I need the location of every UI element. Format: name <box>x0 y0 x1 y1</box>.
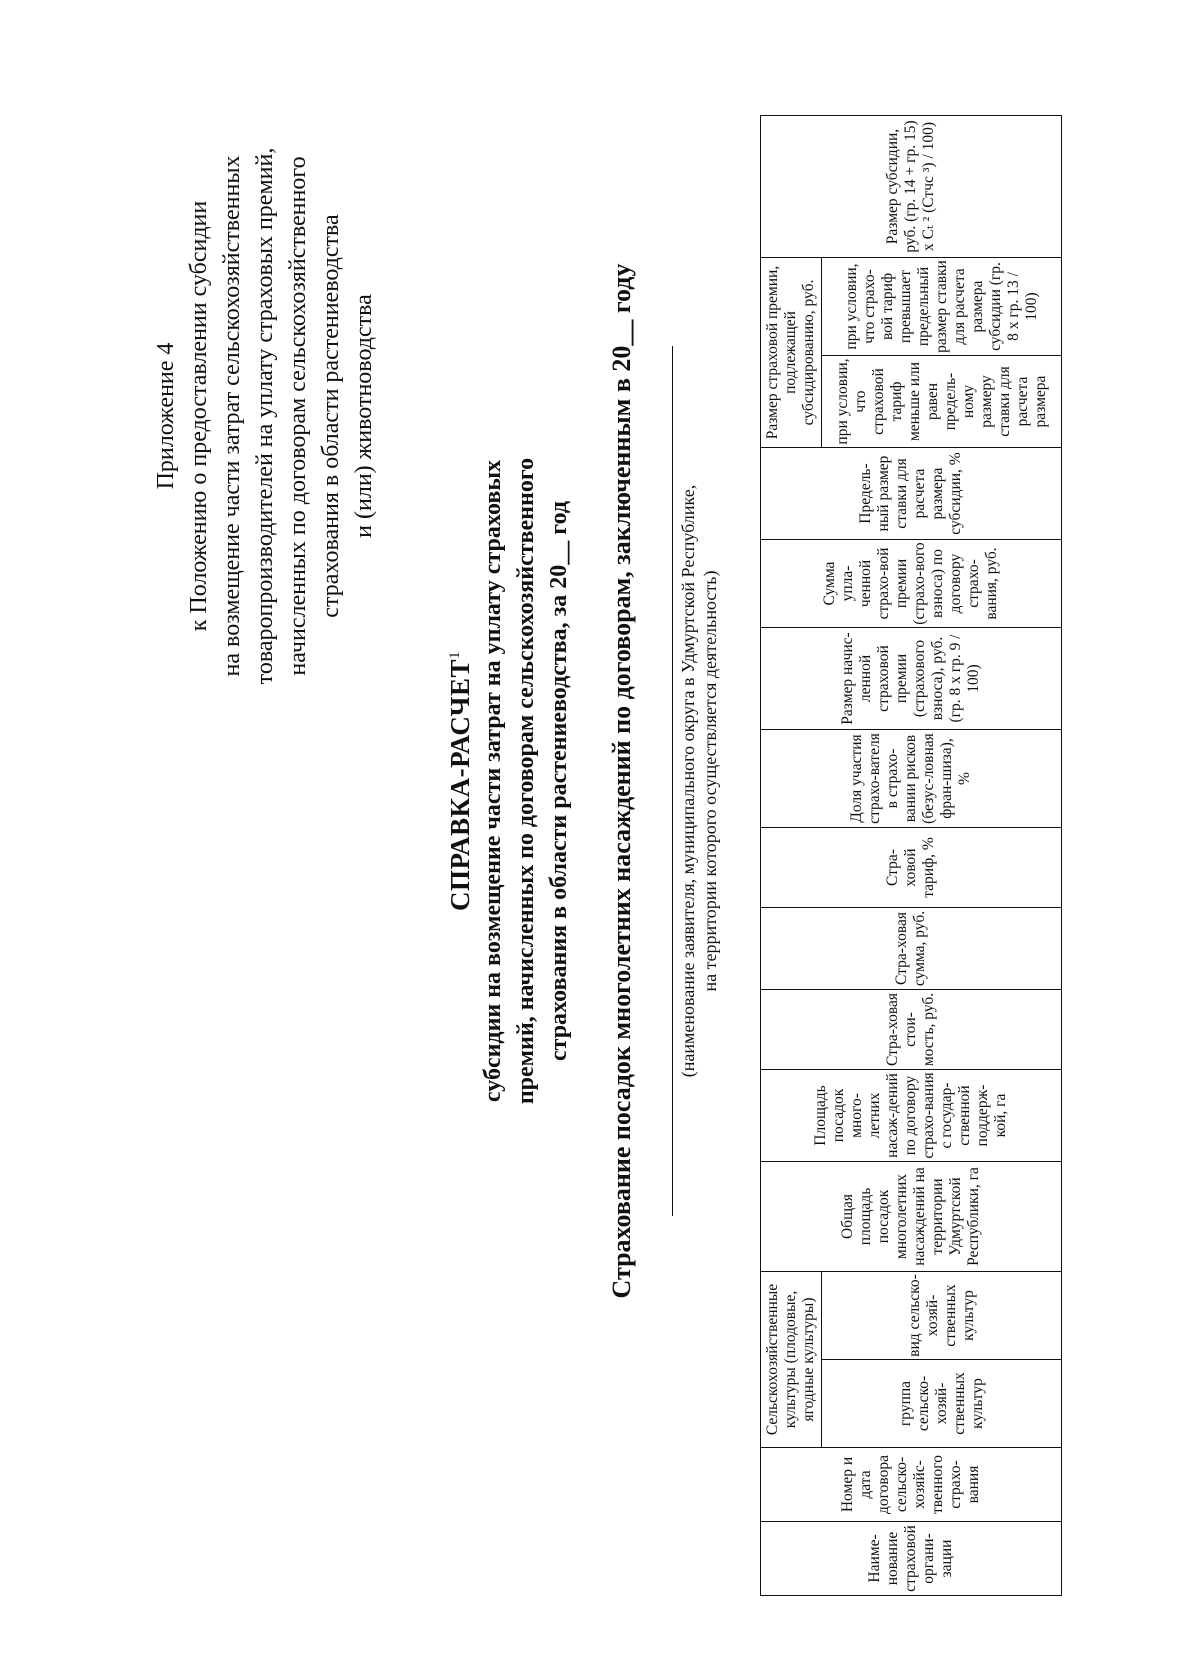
header-tariff: Стра-ховой тариф, % <box>761 828 1062 908</box>
header-share: Доля участия страхо-вателя в страхо-вании рисков (безус-ловная фран-шиза), % <box>761 730 1062 828</box>
section-heading: Страхование посадок многолетних насаждений по договорам, заключенным в 20__ году <box>607 263 636 1299</box>
header-crop-type: вид сельско-хозяй-ственных культур <box>822 1272 1062 1360</box>
header-premium: Размер начис-ленной страховой премии (страхового взноса), руб. (гр. 8 х гр. 9 / 100) <box>761 628 1062 730</box>
appendix-line: товаропроизводителей на уплату страховых премий, <box>252 147 278 685</box>
title-footnote-mark: 1 <box>447 651 463 660</box>
header-subsidized-le: при условии, что страховой тариф меньше или равен предель-ному размеру ставки для расчета размера <box>822 356 1062 448</box>
appendix-line: начисленных по договорам сельскохозяйственного <box>285 156 311 676</box>
appendix-line: к Положению о предоставлении субсидии <box>186 200 212 632</box>
subtitle-line: премий, начисленных по договорам сельскохозяйственного <box>513 457 539 1105</box>
header-contract: Номер и дата договора сельско-хозяйс-твенного страхо-вания <box>761 1448 1062 1522</box>
appendix-line: и (или) животноводства <box>351 294 377 538</box>
applicant-blank-line <box>672 346 673 1216</box>
header-subsidized-group: Размер страховой премии, подлежащей субсидированию, руб. <box>761 258 822 448</box>
header-subsidized-gt: при условии, что страхо-вой тариф превышает предельный размер ставки для расчета размера субсидии (гр. 8 х гр. 13 / 100) <box>822 258 1062 356</box>
appendix-line: на возмещение части затрат сельскохозяйственных <box>219 155 245 677</box>
header-insured-sum: Стра-ховая сумма, руб. <box>761 908 1062 990</box>
appendix-line: Приложение 4 <box>153 342 179 490</box>
header-total-area: Общая площадь посадок многолетних насаждений на территории Удмуртской Республики, га <box>761 1162 1062 1272</box>
appendix-block <box>150 76 381 756</box>
header-insurer: Наиме-нование страховой органи-зации <box>761 1522 1062 1596</box>
header-crop-group: группа сельско-хозяй-ственных культур <box>822 1360 1062 1448</box>
calculation-table <box>760 115 1062 1596</box>
appendix-line: страхования в области растениеводства <box>318 214 344 618</box>
title-block <box>438 206 721 1356</box>
header-crops-group: Сельскохозяйственные культуры (плодовые, ягодные культуры) <box>761 1272 822 1448</box>
document-title: СПРАВКА-РАСЧЕТ$^1$ <box>445 651 475 911</box>
header-insured-area: Площадь посадок много-летних насаж-дений по договору страхо-вания с государ-ственной поддерж-кой, га <box>761 1070 1062 1162</box>
subtitle-line: субсидии на возмещение части затрат на уплату страховых <box>480 459 506 1103</box>
header-insured-value: Стра-ховая стои-мость, руб. <box>761 990 1062 1070</box>
subtitle-line: страхования в области растениеводства, за 20__ год <box>546 500 572 1062</box>
blank-caption-line: на территории которого осуществляется деятельность) <box>700 570 720 992</box>
blank-caption-line: (наименование заявителя, муниципального округа в Удмуртской Республике, <box>678 484 698 1078</box>
header-paid: Сумма упла-ченной страхо-вой премии (страхо-вого взноса) по договору страхо-вания, руб. <box>761 540 1062 628</box>
header-subsidy: Размер субсидии, руб. (гр. 14 + гр. 15) х Сₜ ² (Стчс ³) / 100) <box>761 116 1062 258</box>
header-limit: Предель-ный размер ставки для расчета размера субсидии, % <box>761 448 1062 540</box>
